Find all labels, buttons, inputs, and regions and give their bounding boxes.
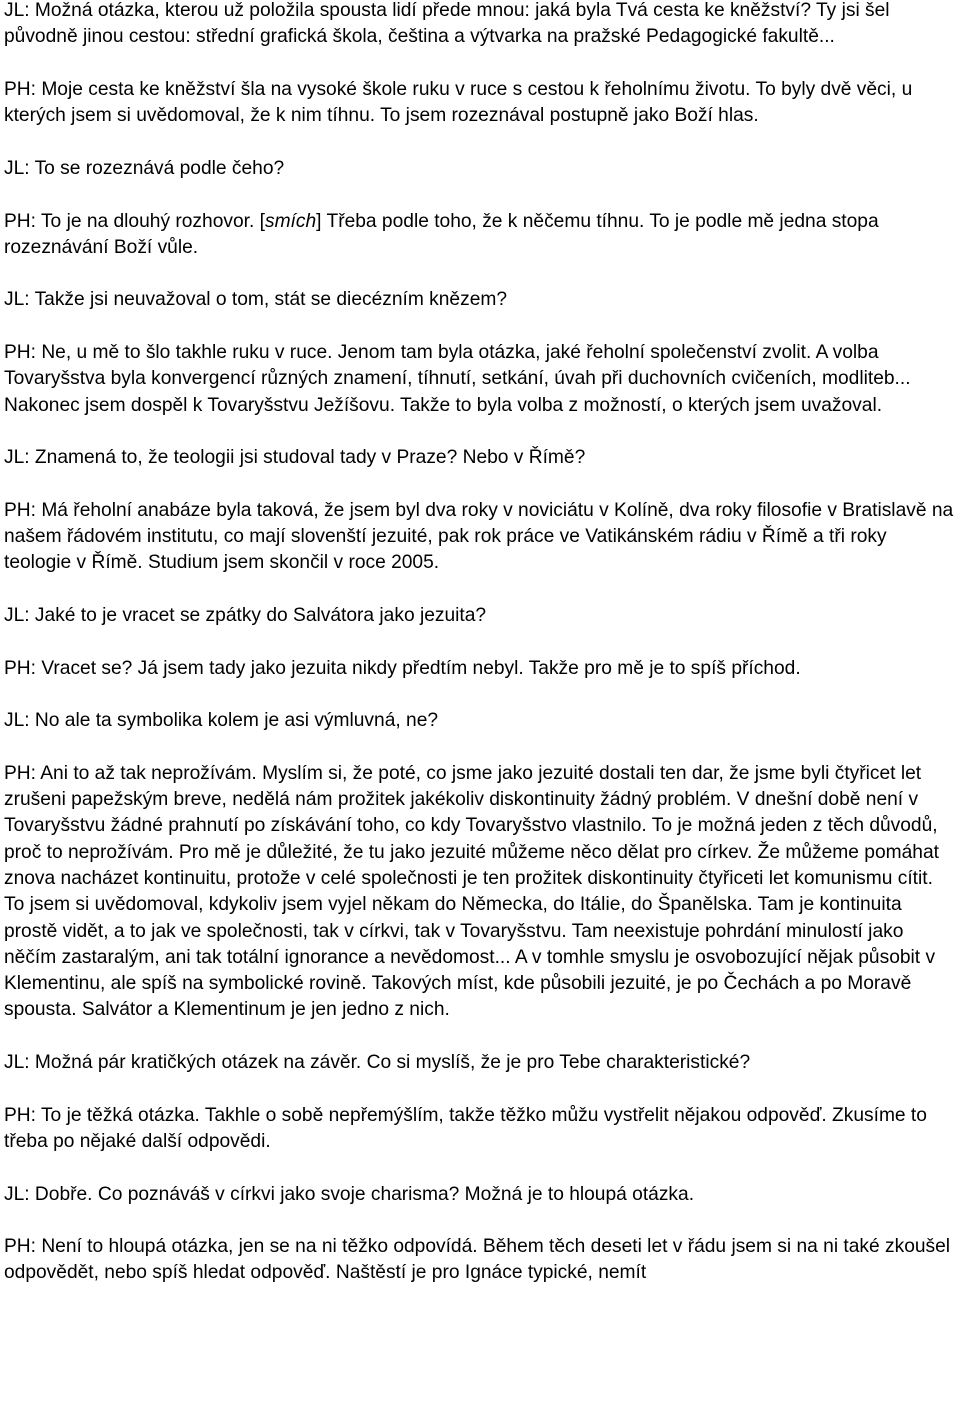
paragraph bbox=[4, 209, 958, 262]
paragraph-text: ] Třeba podle toho, že k něčemu tíhnu. To je podle mě jedna stopa rozeznávání Boží vůle. bbox=[4, 210, 879, 258]
paragraph-text: JL: Znamená to, že teologii jsi studoval tady v Praze? Nebo v Římě? bbox=[4, 447, 586, 469]
paragraph-text: PH: To je těžká otázka. Takhle o sobě nepřemýšlím, takže těžko můžu vystřelit nějakou odpověď. Zkusíme to třeba po nějaké další odpovědi. bbox=[4, 1104, 927, 1152]
paragraph-text: PH: Ani to až tak neprožívám. Myslím si, že poté, co jsme jako jezuité dostali ten dar, že jsme byli čtyřicet let zrušeni papežským breve, nedělá nám prožitek jakékoliv diskontinuity žádný problém. V dnešní době není v Tovaryšstvu žádné prahnutí po získávání toho, co kdy Tovaryšstvo vlastnilo. To je možná jeden z těch důvodů, proč to neprožívám. Pro mě je důležité, že tu jako jezuité můžeme něco dělat pro církev. Že můžeme pomáhat znova nacházet kontinuitu, protože v celé společnosti je ten prožitek diskontinuity čtyřiceti let komunismu cítit. To jsem si uvědomoval, kdykoliv jsem vyjel někam do Německa, do Itálie, do Španělska. Tam je kontinuita prostě vidět, a to jak ve společnosti, tak v církvi, tak v Tovaryšstvu. Tam neexistuje pohrdání minulostí jako něčím zastaralým, ani tak totální ignorance a nevědomost... A v tomhle smyslu je osvobozující nějak působit v Klementinu, ale spíš na symbolické rovině. Takových míst, kde působili jezuité, je po Čechách a po Moravě spousta. Salvátor a Klementinum je jen jedno z nich. bbox=[4, 762, 939, 1021]
paragraph-text: JL: Dobře. Co poznáváš v církvi jako svoje charisma? Možná je to hloupá otázka. bbox=[4, 1183, 695, 1205]
paragraph bbox=[4, 1103, 958, 1156]
paragraph-text: PH: Má řeholní anabáze byla taková, že jsem byl dva roky v noviciátu v Kolíně, dva roky filosofie v Bratislavě na našem řádovém institutu, co mají slovenští jezuité, pak rok práce ve Vatikánském rádiu v Římě a tři roky teologie v Římě. Studium jsem skončil v roce 2005. bbox=[4, 499, 954, 574]
paragraph bbox=[4, 287, 958, 313]
paragraph bbox=[4, 1182, 958, 1208]
paragraph-text: PH: Není to hloupá otázka, jen se na ni těžko odpovídá. Během těch deseti let v řádu jsem si na ni také zkoušel odpovědět, nebo spíš hledat odpověď. Naštěstí je pro Ignáce typické, nemít bbox=[4, 1236, 951, 1284]
paragraph bbox=[4, 156, 958, 182]
paragraph-text: JL: No ale ta symbolika kolem je asi výmluvná, ne? bbox=[4, 710, 439, 732]
paragraph bbox=[4, 77, 958, 130]
paragraph bbox=[4, 340, 958, 419]
stage-direction: smích bbox=[264, 210, 317, 232]
paragraph-text: JL: Možná pár kratičkých otázek na závěr. Co si myslíš, že je pro Tebe charakteristické? bbox=[4, 1052, 751, 1074]
paragraph bbox=[4, 603, 958, 629]
paragraph-text: PH: Moje cesta ke kněžství šla na vysoké škole ruku v ruce s cestou k řeholnímu životu. To byly dvě věci, u kterých jsem si uvědomoval, že k nim tíhnu. To jsem rozeznával postupně jako Boží hlas. bbox=[4, 79, 913, 127]
paragraph bbox=[4, 445, 958, 471]
paragraph-text: PH: Ne, u mě to šlo takhle ruku v ruce. Jenom tam byla otázka, jaké řeholní společenství zvolit. A volba Tovaryšstva byla konvergencí různých znamení, tíhnutí, setkání, úvah při duchovních cvičeních, modliteb... Nakonec jsem dospěl k Tovaryšstvu Ježíšovu. Takže to byla volba z možností, o kterých jsem uvažoval. bbox=[4, 342, 911, 416]
paragraph-text: JL: Takže jsi neuvažoval o tom, stát se diecézním knězem? bbox=[4, 289, 508, 311]
paragraph bbox=[4, 0, 958, 51]
paragraph bbox=[4, 1234, 958, 1287]
paragraph-text: JL: Možná otázka, kterou už položila spousta lidí přede mnou: jaká byla Tvá cesta ke kněžství? Ty jsi šel původně jinou cestou: střední grafická škola, čeština a výtvarka na pražské Pedagogické fakultě... bbox=[4, 0, 890, 48]
paragraph bbox=[4, 761, 958, 1024]
paragraph bbox=[4, 498, 958, 577]
paragraph-text: JL: To se rozeznává podle čeho? bbox=[4, 157, 285, 179]
paragraph bbox=[4, 656, 958, 682]
interview-document bbox=[4, 0, 958, 1313]
paragraph-text: PH: To je na dlouhý rozhovor. [ bbox=[4, 210, 265, 232]
paragraph-text: JL: Jaké to je vracet se zpátky do Salvátora jako jezuita? bbox=[4, 605, 487, 627]
paragraph bbox=[4, 708, 958, 734]
paragraph bbox=[4, 1050, 958, 1076]
paragraph-text: PH: Vracet se? Já jsem tady jako jezuita nikdy předtím nebyl. Takže pro mě je to spíš příchod. bbox=[4, 657, 801, 679]
